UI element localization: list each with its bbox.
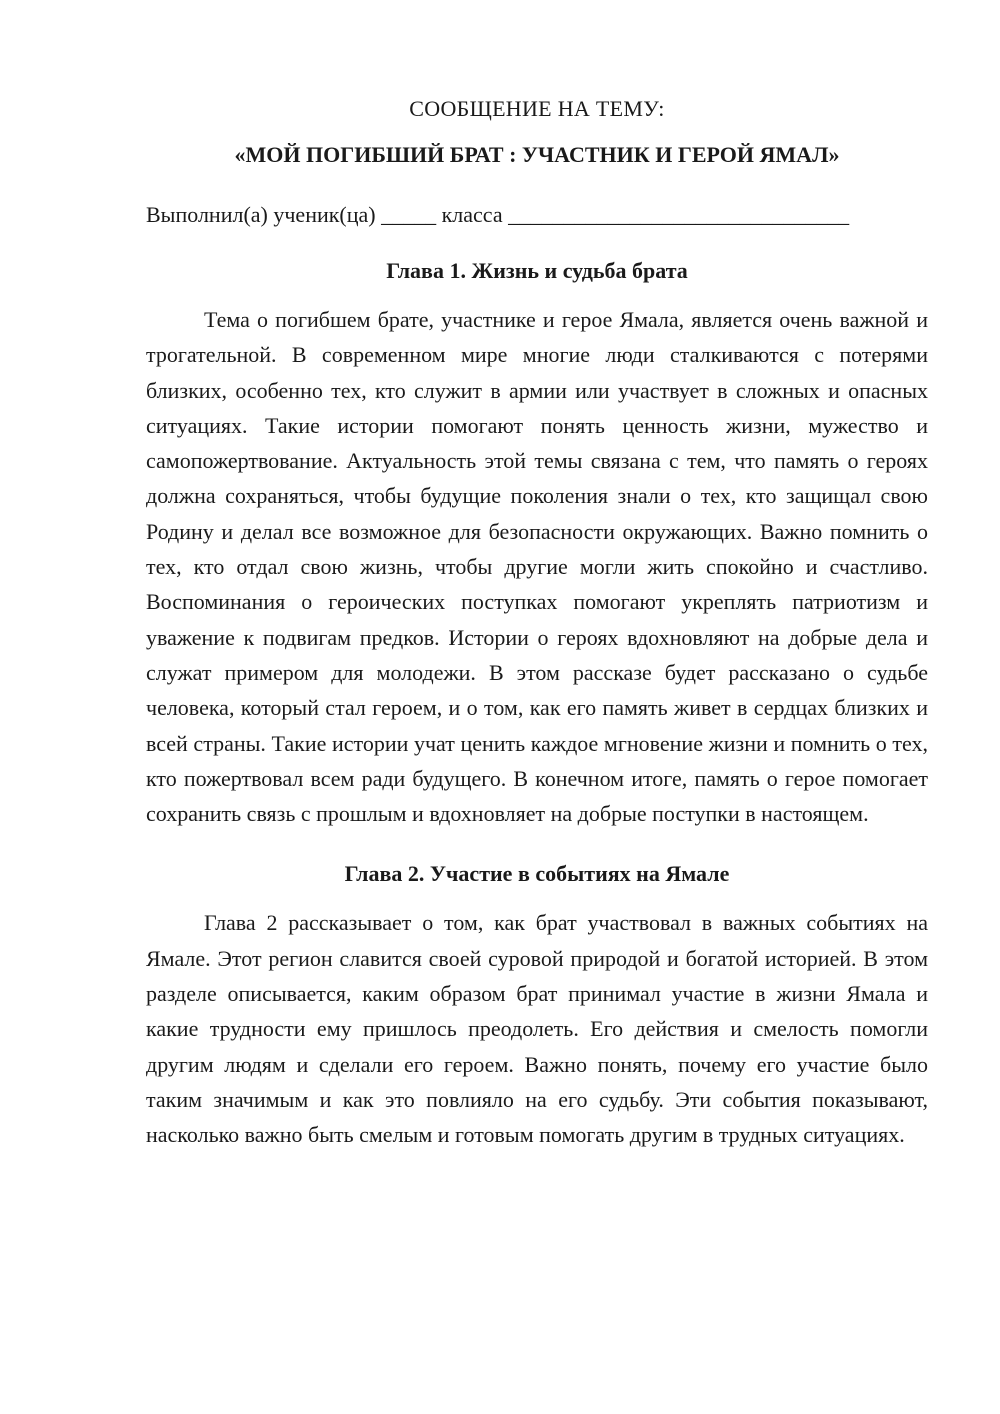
document-title: «МОЙ ПОГИБШИЙ БРАТ : УЧАСТНИК И ГЕРОЙ ЯМАЛ»: [234, 142, 840, 167]
chapter-1-section: [146, 254, 928, 831]
document-header-line-1: СООБЩЕНИЕ НА ТЕМУ:: [409, 96, 665, 121]
student-info-line: Выполнил(а) ученик(ца) _____ класса _______________________________: [146, 202, 850, 227]
chapter-1-paragraph: Тема о погибшем брате, участнике и герое Ямала, является очень важной и трогательной. В современном мире многие люди сталкиваются с потерями близких, особенно тех, кто служит в армии или участвует в сложных и опасных ситуациях. Такие истории помогают понять ценность жизни, мужество и самопожертвование. Актуальность этой темы связана с тем, что память о героях должна сохраняться, чтобы будущие поколения знали о тех, кто защищал свою Родину и делал все возможное для безопасности окружающих. Важно помнить о тех, кто отдал свою жизнь, чтобы другие могли жить спокойно и счастливо. Воспоминания о героических поступках помогают укреплять патриотизм и уважение к подвигам предков. Истории о героях вдохновляют на добрые дела и служат примером для молодежи. В этом рассказе будет рассказано о судьбе человека, который стал героем, и о том, как его память живет в сердцах близких и всей страны. Такие истории учат ценить каждое мгновение жизни и помнить о тех, кто пожертвовал всем ради будущего. В конечном итоге, память о герое помогает сохранить связь с прошлым и вдохновляет на добрые поступки в настоящем.: [146, 307, 928, 827]
chapter-1-title: Глава 1. Жизнь и судьба брата: [386, 258, 688, 283]
chapter-2-title: Глава 2. Участие в событиях на Ямале: [344, 861, 730, 887]
chapter-2-paragraph: Глава 2 рассказывает о том, как брат участвовал в важных событиях на Ямале. Этот регион славится своей суровой природой и богатой историей. В этом разделе описывается, каким образом брат принимал участие в жизни Ямала и какие трудности ему пришлось преодолеть. Его действия и смелость помогли другим людям и сделали его героем. Важно понять, почему его участие было таким значимым и как это повлияло на его судьбу. Эти события показывают, насколько важно быть смелым и готовым помогать другим в трудных ситуациях.: [146, 910, 928, 1148]
chapter-2-section: [146, 857, 928, 1152]
document-page: [146, 92, 928, 1153]
